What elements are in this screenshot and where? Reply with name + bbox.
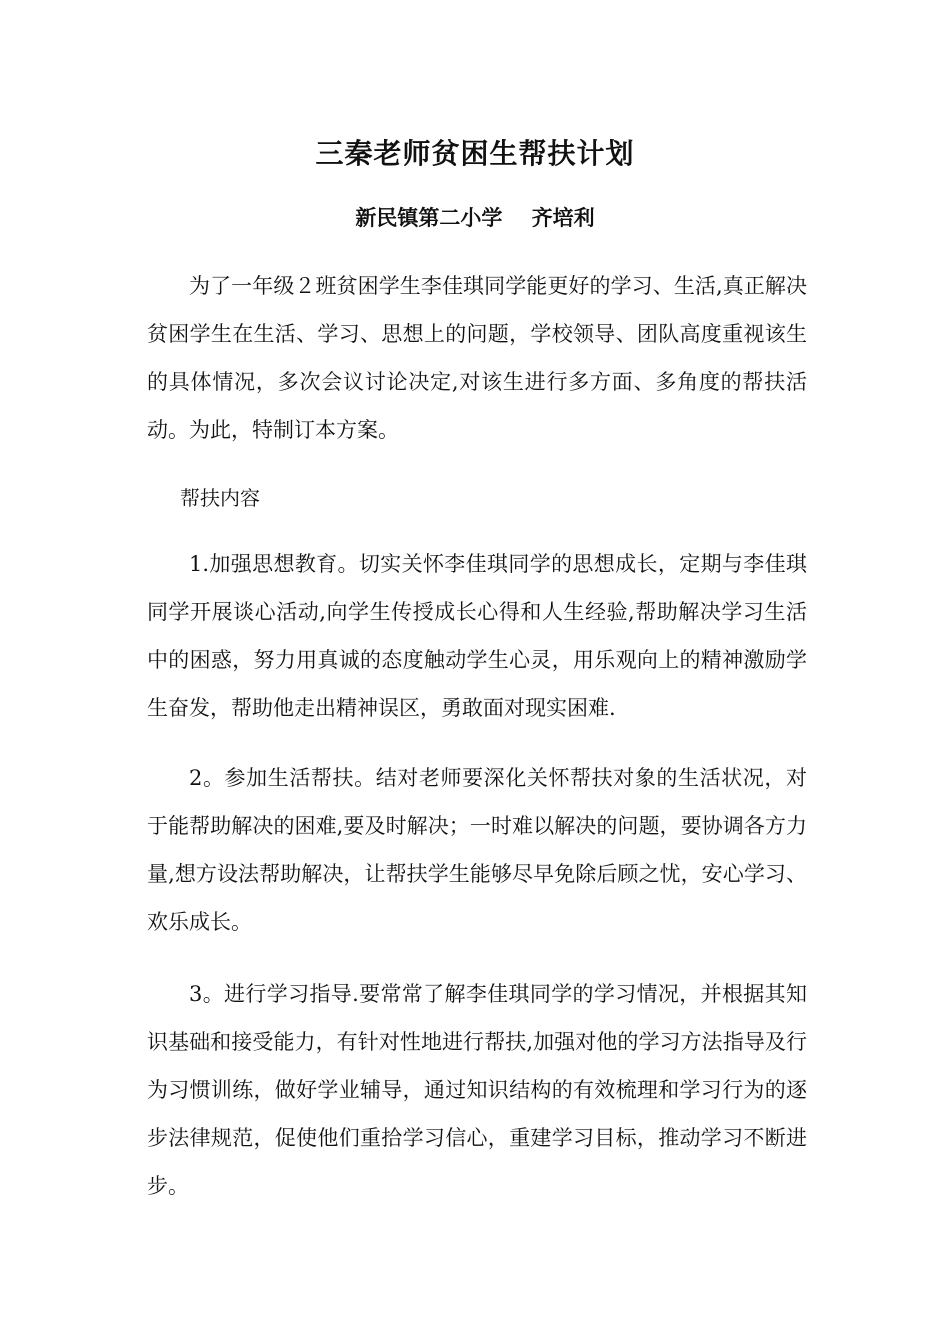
document-title: 三秦老师贫困生帮扶计划	[315, 137, 635, 170]
item-paragraph-2: 2。参加生活帮扶。结对老师要深化关怀帮扶对象的生活状况，对于能帮助解决的困难,要及时解决；一时难以解决的问题，要协调各方力量,想方设法帮助解决，让帮扶学生能够尽早免除后顾之忧，安心学习、欢乐成长。	[147, 766, 807, 934]
item-paragraph-1: 1.加强思想教育。切实关怀李佳琪同学的思想成长，定期与李佳琪同学开展谈心活动,向学生传授成长心得和人生经验,帮助解决学习生活中的困惑，努力用真诚的态度触动学生心灵，用乐观向上的精神激励学生奋发，帮助他走出精神误区，勇敢面对现实困难.	[147, 552, 807, 720]
intro-paragraph: 为了一年级２班贫困学生李佳琪同学能更好的学习、生活,真正解决贫困学生在生活、学习、思想上的问题，学校领导、团队高度重视该生的具体情况，多次会议讨论决定,对该生进行多方面、多角度的帮扶活动。为此，特制订本方案。	[147, 274, 807, 442]
author-line: 新民镇第二小学 齐培利	[355, 206, 595, 230]
section-heading: 帮扶内容	[180, 486, 260, 510]
item-paragraph-3: 3。进行学习指导.要常常了解李佳琪同学的学习情况，并根据其知识基础和接受能力，有针对性地进行帮扶,加强对他的学习方法指导及行为习惯训练，做好学业辅导，通过知识结构的有效梳理和学习行为的逐步法律规范，促使他们重拾学习信心，重建学习目标，推动学习不断进步。	[147, 982, 807, 1198]
